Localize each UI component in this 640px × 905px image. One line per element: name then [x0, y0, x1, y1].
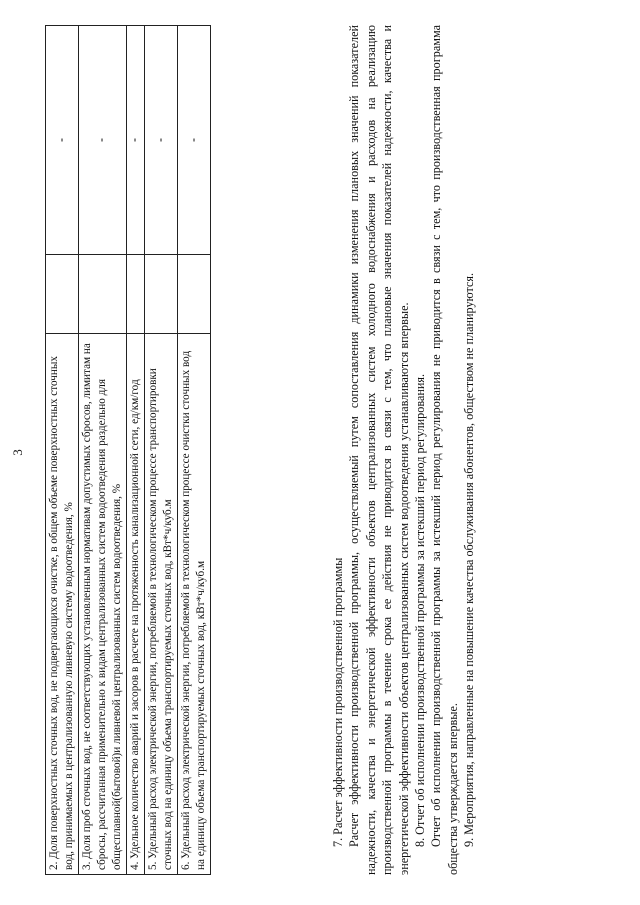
page-number: 3: [10, 449, 25, 456]
empty-cell: [145, 255, 178, 334]
table-row: [127, 26, 145, 875]
indicator-value: -: [127, 26, 145, 255]
indicator-value: -: [79, 26, 127, 255]
indicator-name: 3. Доля проб сточных вод, не соответствующих установленным нормативам допустимых сбросов, лимитам на сбросы, рассчитанная применительно к видам централизованных систем водоотведения раздельно для общесплавной(бытовой)и ливневой централизованных систем водоотведения, %: [79, 334, 127, 875]
indicator-value: -: [145, 26, 178, 255]
table-row: [79, 26, 127, 875]
body-text: [330, 25, 478, 875]
empty-cell: [178, 255, 211, 334]
table-row: [178, 26, 211, 875]
empty-cell: [79, 255, 127, 334]
table-row: [145, 26, 178, 875]
empty-cell: [46, 255, 79, 334]
indicator-value: -: [178, 26, 211, 255]
indicator-name: 5. Удельный расход электрической энергии, потребляемой в технологическом процессе транспортировки сточных вод на единицу объема транспортируемых сточных вод, кВт*ч/куб.м: [145, 334, 178, 875]
table-row: [46, 26, 79, 875]
indicator-name: 6. Удельный расход электрической энергии, потребляемой в технологическом процессе очистки сточных вод на единицу объема транспортируемых сточных вод, кВт*ч/куб.м: [178, 334, 211, 875]
section-7-heading: 7. Расчет эффективности производственной программы: [331, 557, 345, 847]
indicator-value: -: [46, 26, 79, 255]
section-9-heading: 9. Мероприятия, направленные на повышение качества обслуживания абонентов, обществом не планируются.: [462, 272, 477, 847]
indicators-table: [45, 25, 211, 875]
section-8-text: Отчет об исполнении производственной программы за истекший период регулирования не приводится в связи с тем, что производственная программа общества утверждается впервые.: [429, 25, 460, 875]
indicator-name: 4. Удельное количество аварий и засоров в расчете на протяженность канализационной сети, ед/км/год: [127, 334, 145, 875]
section-8-heading: 8. Отчет об исполнении производственной программы за истекший период регулирования.: [413, 373, 428, 847]
indicator-name: 2. Доля поверхностных сточных вод, не подвергающихся очистке, в общем объеме поверхностных сточных вод, принимаемых в централизованную ливневую систему водоотведения, %: [46, 334, 79, 875]
section-7-text: Расчет эффективности производственной программы, осуществляемый путем сопоставления динамики изменения плановых значений показателей надежности, качества и энергетической эффективности объектов централизованных систем холодного водоснабжения и расходов на реализацию производственной программы в течение срока ее действия не приводится в связи с тем, что плановые значения показателей надежности, качества и энергетической эффективности объектов централизованных систем водоотведения устанавливаются впервые.: [347, 25, 411, 875]
empty-cell: [127, 255, 145, 334]
